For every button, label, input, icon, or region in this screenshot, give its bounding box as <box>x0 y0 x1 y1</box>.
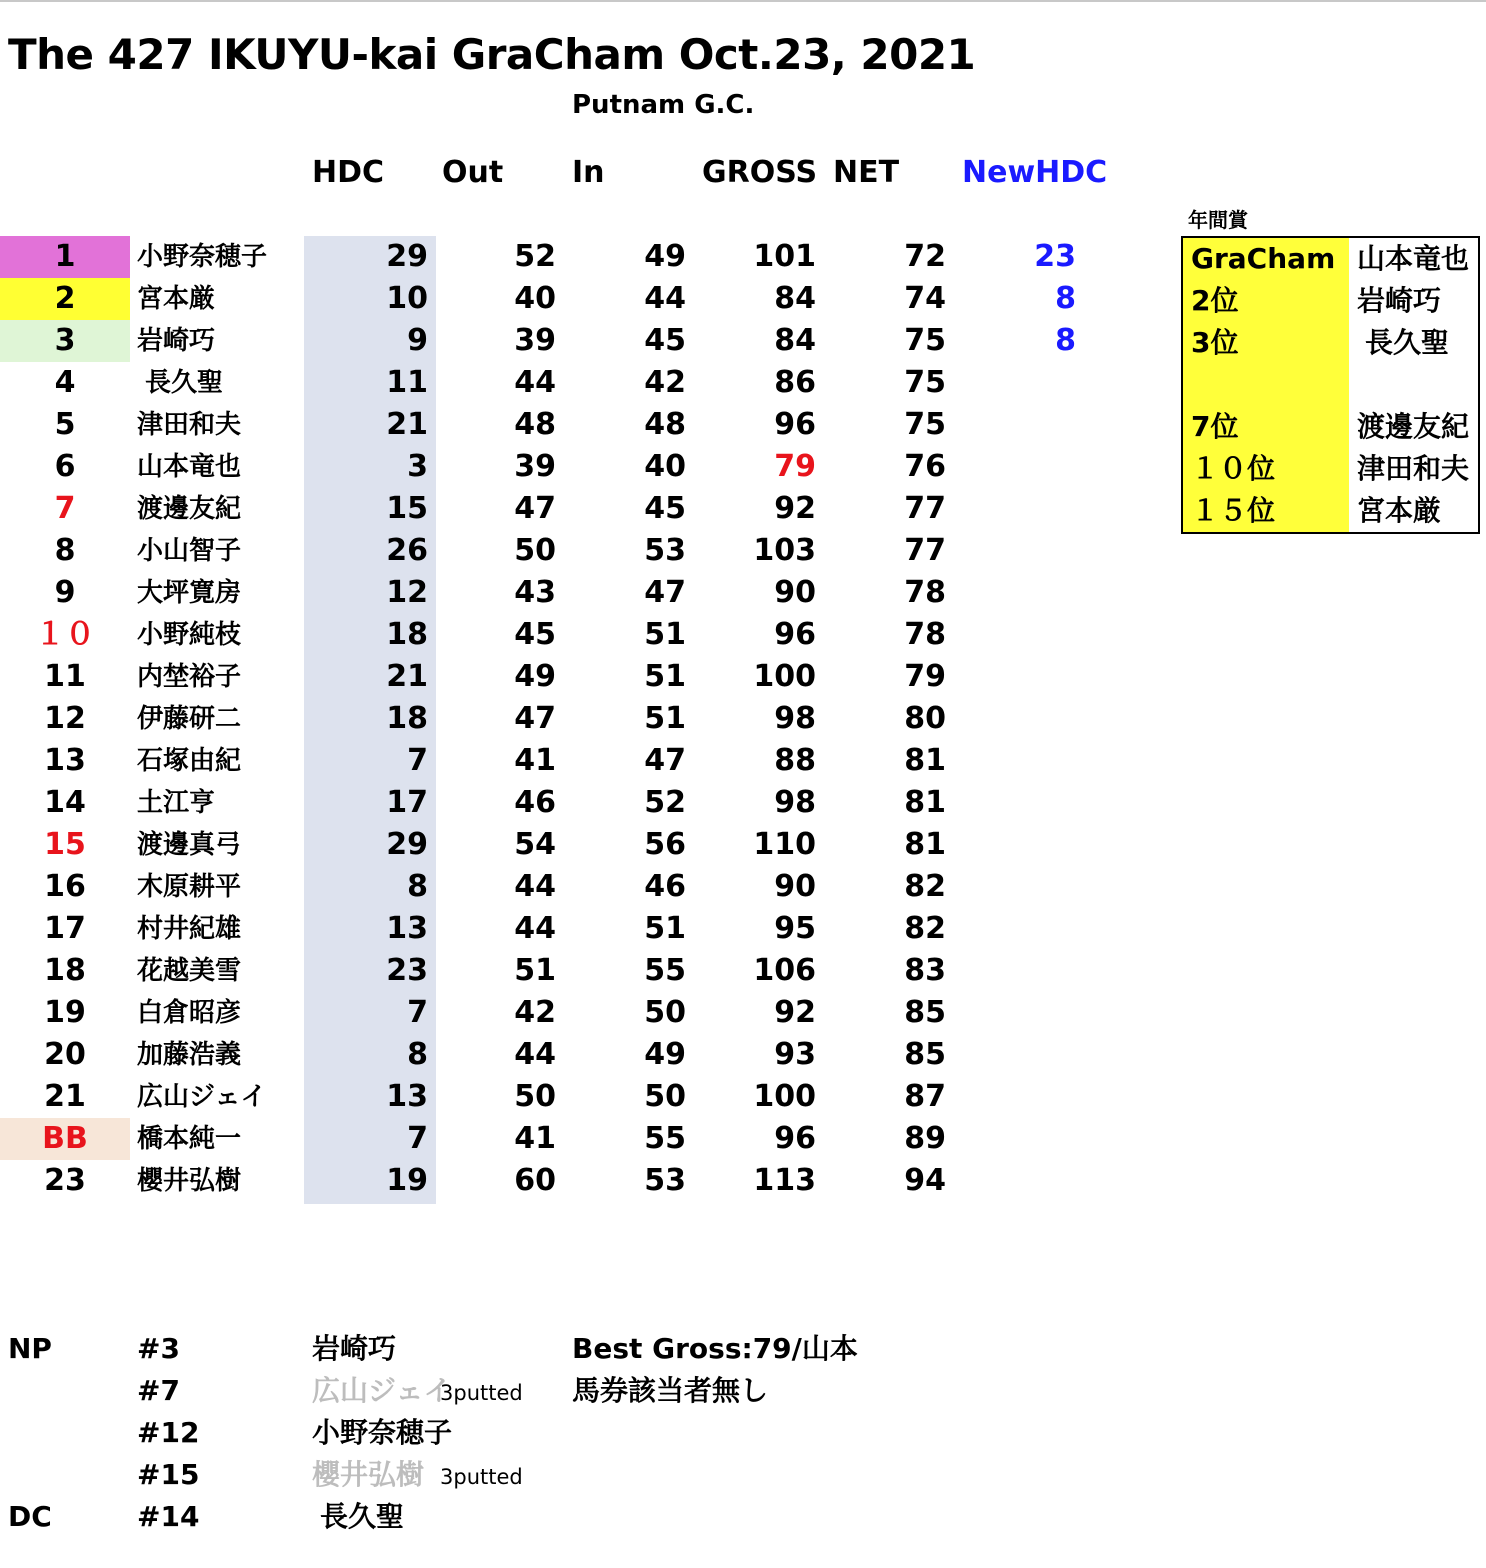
hdc-cell: 7 <box>407 995 428 1030</box>
hdc-cell: 18 <box>386 617 428 652</box>
gross-cell: 93 <box>774 1037 816 1072</box>
player-name: 渡邊友紀 <box>137 494 242 524</box>
net-cell: 74 <box>904 281 946 316</box>
rank-cell: 15 <box>44 827 86 862</box>
table-row <box>0 572 1120 614</box>
np-hole: #7 <box>137 1374 180 1407</box>
in-cell: 51 <box>644 701 686 736</box>
out-cell: 50 <box>514 1079 556 1114</box>
header-out: Out <box>442 155 504 190</box>
rank-cell: BB <box>42 1121 88 1156</box>
net-cell: 82 <box>904 911 946 946</box>
table-row <box>0 950 1120 992</box>
in-cell: 47 <box>644 575 686 610</box>
table-row <box>0 1076 1120 1118</box>
player-name: 津田和夫 <box>137 410 242 440</box>
hdc-cell: 12 <box>386 575 428 610</box>
net-cell: 85 <box>904 1037 946 1072</box>
in-cell: 49 <box>644 1037 686 1072</box>
hdc-cell: 19 <box>386 1163 428 1198</box>
net-cell: 72 <box>904 239 946 274</box>
venue-name: Putnam G.C. <box>572 90 755 120</box>
table-row <box>0 488 1120 530</box>
net-cell: 75 <box>904 407 946 442</box>
in-cell: 44 <box>644 281 686 316</box>
in-cell: 53 <box>644 1163 686 1198</box>
in-cell: 53 <box>644 533 686 568</box>
out-cell: 51 <box>514 953 556 988</box>
annual-player: 津田和夫 <box>1357 452 1470 485</box>
gross-cell: 90 <box>774 869 816 904</box>
net-cell: 83 <box>904 953 946 988</box>
rank-cell: 4 <box>54 365 76 400</box>
np-winner-struck: 広山ジェイ <box>312 1374 452 1407</box>
np-hole: #3 <box>137 1332 180 1365</box>
rank-cell: 7 <box>54 491 76 526</box>
player-name: 渡邊真弓 <box>137 830 242 860</box>
hdc-cell: 10 <box>386 281 428 316</box>
baken-note: 馬券該当者無し <box>572 1374 769 1407</box>
table-row <box>0 1160 1120 1202</box>
out-cell: 54 <box>514 827 556 862</box>
in-cell: 50 <box>644 1079 686 1114</box>
gross-cell: 88 <box>774 743 816 778</box>
in-cell: 46 <box>644 869 686 904</box>
net-cell: 77 <box>904 491 946 526</box>
np-hole: #15 <box>137 1458 200 1491</box>
out-cell: 43 <box>514 575 556 610</box>
table-row <box>0 614 1120 656</box>
out-cell: 46 <box>514 785 556 820</box>
net-cell: 78 <box>904 575 946 610</box>
annual-award-box <box>1181 236 1480 534</box>
table-row <box>0 404 1120 446</box>
rank-cell: １０ <box>35 617 95 652</box>
player-name: 櫻井弘樹 <box>137 1166 242 1196</box>
table-row <box>0 698 1120 740</box>
player-name: 岩崎巧 <box>137 326 216 356</box>
net-cell: 82 <box>904 869 946 904</box>
in-cell: 55 <box>644 1121 686 1156</box>
hdc-cell: 15 <box>386 491 428 526</box>
in-cell: 51 <box>644 659 686 694</box>
np-winner: 岩崎巧 <box>312 1332 397 1365</box>
newhdc-cell: 8 <box>1055 281 1076 316</box>
hdc-cell: 17 <box>386 785 428 820</box>
net-cell: 75 <box>904 323 946 358</box>
dc-winner: 長久聖 <box>320 1500 405 1533</box>
rank-cell: 23 <box>44 1163 86 1198</box>
hdc-cell: 8 <box>407 1037 428 1072</box>
net-cell: 81 <box>904 785 946 820</box>
player-name: 山本竜也 <box>137 452 242 482</box>
table-row <box>0 1034 1120 1076</box>
in-cell: 56 <box>644 827 686 862</box>
header-newhdc: NewHDC <box>962 155 1108 190</box>
hdc-cell: 29 <box>386 827 428 862</box>
hdc-cell: 13 <box>386 1079 428 1114</box>
out-cell: 50 <box>514 533 556 568</box>
newhdc-cell: 23 <box>1034 239 1076 274</box>
gross-cell: 96 <box>774 1121 816 1156</box>
out-cell: 44 <box>514 911 556 946</box>
hdc-cell: 8 <box>407 869 428 904</box>
net-cell: 81 <box>904 743 946 778</box>
hdc-cell: 11 <box>386 365 428 400</box>
gross-cell: 103 <box>753 533 816 568</box>
gross-cell: 100 <box>753 659 816 694</box>
player-name: 村井紀雄 <box>137 914 242 944</box>
rank-cell: 13 <box>44 743 86 778</box>
player-name: 石塚由紀 <box>137 746 242 776</box>
player-name: 内埜裕子 <box>137 662 242 692</box>
out-cell: 48 <box>514 407 556 442</box>
table-row <box>0 362 1120 404</box>
table-row <box>0 278 1120 320</box>
rank-cell: 1 <box>54 239 76 274</box>
top-border <box>0 0 1486 2</box>
gross-cell: 98 <box>774 701 816 736</box>
annual-rank: １０位 <box>1191 452 1276 485</box>
annual-entry <box>1183 490 1478 532</box>
np-winner-struck: 櫻井弘樹 <box>312 1458 425 1491</box>
newhdc-cell: 8 <box>1055 323 1076 358</box>
out-cell: 52 <box>514 239 556 274</box>
best-gross-note: Best Gross:79/山本 <box>572 1332 858 1365</box>
hdc-cell: 7 <box>407 1121 428 1156</box>
in-cell: 45 <box>644 491 686 526</box>
net-cell: 78 <box>904 617 946 652</box>
annual-rank: 7位 <box>1191 410 1239 443</box>
out-cell: 41 <box>514 743 556 778</box>
hdc-cell: 21 <box>386 407 428 442</box>
best-gross-cell: 79 <box>774 449 816 484</box>
gross-cell: 95 <box>774 911 816 946</box>
rank-cell: 19 <box>44 995 86 1030</box>
net-cell: 75 <box>904 365 946 400</box>
gross-cell: 100 <box>753 1079 816 1114</box>
out-cell: 44 <box>514 869 556 904</box>
player-name: 小野純枝 <box>137 620 242 650</box>
annual-entry <box>1183 322 1478 364</box>
out-cell: 42 <box>514 995 556 1030</box>
rank-cell: 12 <box>44 701 86 736</box>
net-cell: 94 <box>904 1163 946 1198</box>
table-row <box>0 908 1120 950</box>
annual-award-label: 年間賞 <box>1188 208 1248 232</box>
np-winner: 小野奈穂子 <box>312 1416 453 1449</box>
annual-rank: 2位 <box>1191 284 1239 317</box>
in-cell: 50 <box>644 995 686 1030</box>
hdc-cell: 26 <box>386 533 428 568</box>
annual-player: 宮本厳 <box>1357 494 1442 527</box>
np-label: NP <box>8 1332 52 1365</box>
header-net: NET <box>833 155 900 190</box>
page-title: The 427 IKUYU-kai GraCham Oct.23, 2021 <box>8 30 976 79</box>
rank-cell: 6 <box>54 449 76 484</box>
table-row <box>0 236 1120 278</box>
gross-cell: 98 <box>774 785 816 820</box>
rank-cell: 8 <box>54 533 76 568</box>
gross-cell: 113 <box>753 1163 816 1198</box>
table-row <box>0 320 1120 362</box>
gross-cell: 92 <box>774 995 816 1030</box>
rank-cell: 14 <box>44 785 86 820</box>
player-name: 小野奈穂子 <box>137 242 268 272</box>
out-cell: 49 <box>514 659 556 694</box>
hdc-cell: 7 <box>407 743 428 778</box>
rank-cell: 11 <box>44 659 86 694</box>
header-in: In <box>572 155 605 190</box>
gross-cell: 86 <box>774 365 816 400</box>
hdc-cell: 3 <box>407 449 428 484</box>
out-cell: 40 <box>514 281 556 316</box>
annual-rank: GraCham <box>1191 242 1336 275</box>
in-cell: 48 <box>644 407 686 442</box>
gross-cell: 92 <box>774 491 816 526</box>
out-cell: 39 <box>514 323 556 358</box>
header-hdc: HDC <box>312 155 385 190</box>
in-cell: 45 <box>644 323 686 358</box>
annual-player: 山本竜也 <box>1357 242 1470 275</box>
net-cell: 87 <box>904 1079 946 1114</box>
rank-cell: 17 <box>44 911 86 946</box>
in-cell: 40 <box>644 449 686 484</box>
table-row <box>0 656 1120 698</box>
annual-entry <box>1183 280 1478 322</box>
net-cell: 76 <box>904 449 946 484</box>
table-row <box>0 530 1120 572</box>
hdc-cell: 29 <box>386 239 428 274</box>
gross-cell: 84 <box>774 323 816 358</box>
hdc-cell: 18 <box>386 701 428 736</box>
gross-cell: 84 <box>774 281 816 316</box>
player-name: 橋本純一 <box>137 1124 242 1154</box>
rank-cell: 5 <box>54 407 76 442</box>
annual-player: 長久聖 <box>1365 326 1450 359</box>
dc-hole: #14 <box>137 1500 200 1533</box>
annual-entry <box>1183 238 1478 280</box>
in-cell: 55 <box>644 953 686 988</box>
dc-label: DC <box>8 1500 52 1533</box>
np-note: 3putted <box>440 1465 523 1489</box>
table-row <box>0 866 1120 908</box>
rank-cell: 16 <box>44 869 86 904</box>
in-cell: 42 <box>644 365 686 400</box>
table-row <box>0 740 1120 782</box>
net-cell: 81 <box>904 827 946 862</box>
annual-player: 岩崎巧 <box>1357 284 1442 317</box>
gross-cell: 96 <box>774 407 816 442</box>
in-cell: 49 <box>644 239 686 274</box>
hdc-cell: 13 <box>386 911 428 946</box>
table-row <box>0 446 1120 488</box>
net-cell: 79 <box>904 659 946 694</box>
in-cell: 51 <box>644 617 686 652</box>
header-gross: GROSS <box>702 155 818 190</box>
annual-rank: 3位 <box>1191 326 1239 359</box>
net-cell: 89 <box>904 1121 946 1156</box>
rank-cell: 20 <box>44 1037 86 1072</box>
out-cell: 41 <box>514 1121 556 1156</box>
hdc-cell: 23 <box>386 953 428 988</box>
rank-cell: 2 <box>54 281 76 316</box>
annual-player: 渡邊友紀 <box>1357 410 1470 443</box>
in-cell: 51 <box>644 911 686 946</box>
out-cell: 47 <box>514 701 556 736</box>
rank-cell: 21 <box>44 1079 86 1114</box>
player-name: 土江亨 <box>137 788 216 818</box>
player-name: 広山ジェイ <box>137 1082 267 1112</box>
gross-cell: 110 <box>753 827 816 862</box>
player-name: 花越美雪 <box>137 956 242 986</box>
annual-entry <box>1183 406 1478 448</box>
out-cell: 47 <box>514 491 556 526</box>
np-note: 3putted <box>440 1381 523 1405</box>
annual-rank: １５位 <box>1191 494 1276 527</box>
table-row <box>0 782 1120 824</box>
annual-entry <box>1183 448 1478 490</box>
rank-cell: 18 <box>44 953 86 988</box>
player-name: 伊藤研二 <box>137 704 242 734</box>
out-cell: 60 <box>514 1163 556 1198</box>
out-cell: 45 <box>514 617 556 652</box>
player-name: 加藤浩義 <box>137 1040 242 1070</box>
net-cell: 77 <box>904 533 946 568</box>
player-name: 小山智子 <box>137 536 242 566</box>
out-cell: 39 <box>514 449 556 484</box>
table-row <box>0 1118 1120 1160</box>
out-cell: 44 <box>514 365 556 400</box>
out-cell: 44 <box>514 1037 556 1072</box>
np-hole: #12 <box>137 1416 200 1449</box>
gross-cell: 106 <box>753 953 816 988</box>
rank-cell: 3 <box>54 323 76 358</box>
player-name: 宮本厳 <box>137 284 216 314</box>
gross-cell: 96 <box>774 617 816 652</box>
net-cell: 80 <box>904 701 946 736</box>
table-row <box>0 824 1120 866</box>
player-name: 白倉昭彦 <box>137 998 242 1028</box>
gross-cell: 90 <box>774 575 816 610</box>
table-row <box>0 992 1120 1034</box>
gross-cell: 101 <box>753 239 816 274</box>
hdc-cell: 9 <box>407 323 428 358</box>
net-cell: 85 <box>904 995 946 1030</box>
in-cell: 47 <box>644 743 686 778</box>
hdc-cell: 21 <box>386 659 428 694</box>
in-cell: 52 <box>644 785 686 820</box>
rank-cell: 9 <box>54 575 76 610</box>
player-name: 木原耕平 <box>137 872 242 902</box>
player-name: 大坪寛房 <box>137 578 242 608</box>
player-name: 長久聖 <box>145 368 224 398</box>
annual-entry <box>1183 364 1478 406</box>
